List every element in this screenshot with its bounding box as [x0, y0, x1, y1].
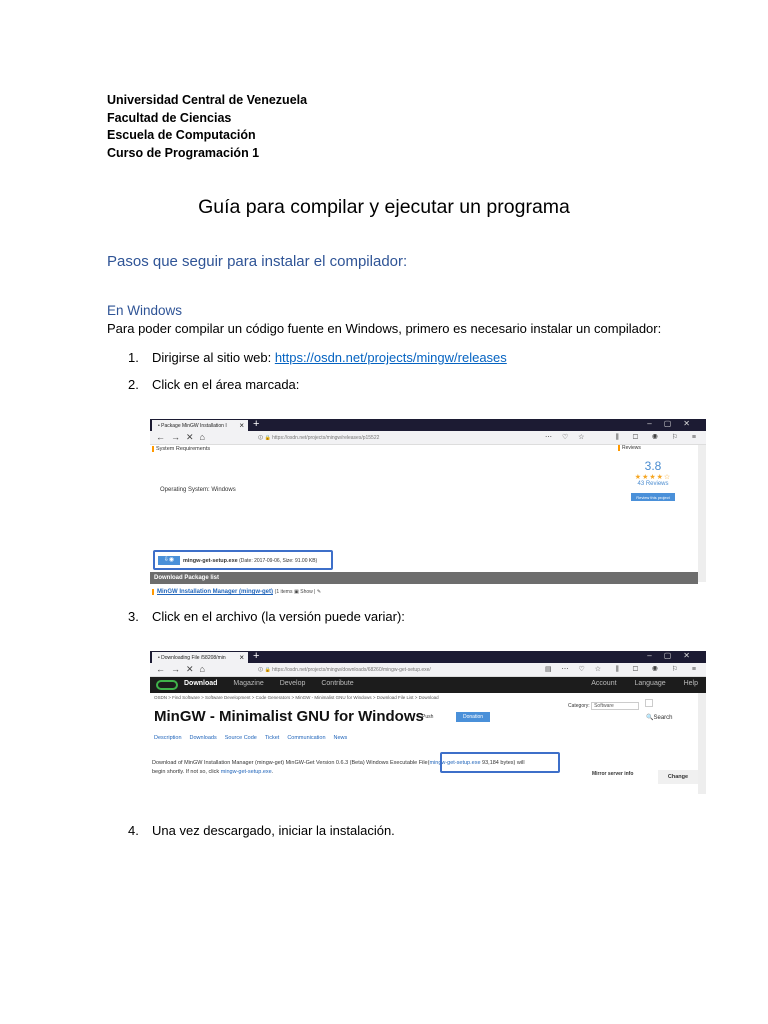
step-2: 2. Click en el área marcada:	[128, 377, 300, 392]
search-button: 🔍Search	[646, 715, 673, 721]
subsection-heading: En Windows	[107, 303, 183, 318]
download-icon: ⇩◉	[158, 556, 180, 565]
toolbar-icons: ⫼ ▢ ◉ ⚐ ≡	[615, 666, 702, 673]
school-name: Escuela de Computación	[107, 128, 256, 142]
step-3: 3. Click en el archivo (la versión puede variar):	[128, 609, 405, 624]
page-actions-icon: ▤ ⋯ ♡ ☆	[545, 666, 605, 673]
intro-paragraph: Para poder compilar un código fuente en Windows, primero es necesario instalar un compilador:	[107, 321, 662, 336]
osdn-logo	[156, 680, 178, 690]
institution-header	[107, 92, 307, 162]
course-name: Curso de Programación 1	[107, 145, 260, 160]
toolbar-icons: ⫼ ▢ ◉ ⚐ ≡	[615, 434, 702, 441]
download-file-row: ⇩◉ mingw-get-setup.exe (Date: 2017-09-06, Size: 91.00 KB)	[153, 550, 333, 570]
url-bar: 🛈 🔒 https://osdn.net/projects/mingw/downloads/68260/mingw-get-setup.exe/	[258, 667, 431, 673]
plus-icon: +	[253, 650, 260, 662]
nav-buttons: ←→✕⌂	[156, 664, 211, 674]
nav-buttons: ←→✕⌂	[156, 432, 211, 442]
project-subnav: Description Downloads Source Code Ticket Communication News	[154, 735, 348, 741]
project-title: MinGW - Minimalist GNU for Windows	[154, 708, 424, 725]
window-controls: –▢✕	[647, 419, 702, 428]
download-message: Download of MinGW Installation Manager (mingw-get) MinGW-Get Version 0.6.3 (Beta) Windows Executable File(mingw-get-setup.exe 93,184 bytes) will begin shortly. If not so, click mingw-get-setup.exe.	[152, 760, 525, 775]
osdn-releases-link[interactable]: https://osdn.net/projects/mingw/releases	[274, 350, 507, 365]
rating-value: 3.8	[644, 459, 662, 473]
mirror-info: Mirror server info	[592, 771, 634, 777]
package-line: MinGW Installation Manager (mingw-get) (1 items ▣ Show | ✎	[152, 589, 321, 595]
change-button: Change	[658, 770, 698, 784]
close-icon: ×	[239, 653, 244, 662]
star-icon: ★★★★☆	[634, 474, 672, 481]
reviews-count: 43 Reviews	[637, 481, 669, 487]
category-select: Category: Software	[568, 699, 653, 710]
window-controls: –▢✕	[647, 651, 702, 660]
highlight-box	[440, 752, 560, 773]
browser-tab: • Package MinGW Installation I ×	[152, 420, 248, 431]
breadcrumb: OSDN > Find Software > Software Development > Code Generators > MinGW - Minimalist GNU for Windows > Download File List > Download	[154, 695, 439, 700]
university-name: Universidad Central de Venezuela	[107, 93, 308, 107]
operating-system: Operating System: Windows	[160, 487, 236, 493]
step-1: 1. Dirigirse al sitio web: https://osdn.net/projects/mingw/releases	[128, 350, 507, 365]
url-bar: 🛈 🔒 https://osdn.net/projects/mingw/releases/p15522	[258, 435, 380, 441]
screenshot-releases-page	[150, 418, 706, 595]
document-title: Guía para compilar y ejecutar un programa	[198, 196, 570, 218]
osdn-navbar: Download Magazine Develop Contribute Account Language Help	[150, 677, 706, 693]
package-list-header: Download Package list	[150, 572, 698, 584]
donation-button: Donation	[456, 712, 490, 722]
close-icon: ×	[239, 421, 244, 430]
faculty-name: Facultad de Ciencias	[107, 110, 232, 125]
rating-box: Reviews 3.8 ★★★★☆ 43 Reviews Review this project	[618, 445, 688, 501]
step-4: 4. Una vez descargado, iniciar la instalación.	[128, 823, 395, 838]
page-actions-icon: ⋯ ♡ ☆	[545, 434, 589, 441]
screenshot-download-page	[150, 651, 706, 794]
system-requirements: System Requirements	[152, 446, 210, 452]
plus-icon: +	[253, 418, 260, 430]
section-heading: Pasos que seguir para instalar el compilador:	[107, 253, 408, 270]
browser-tab: • Downloading File /58208/min ×	[152, 652, 248, 663]
push-button: Push	[422, 714, 434, 720]
review-button: Review this project	[631, 493, 675, 501]
